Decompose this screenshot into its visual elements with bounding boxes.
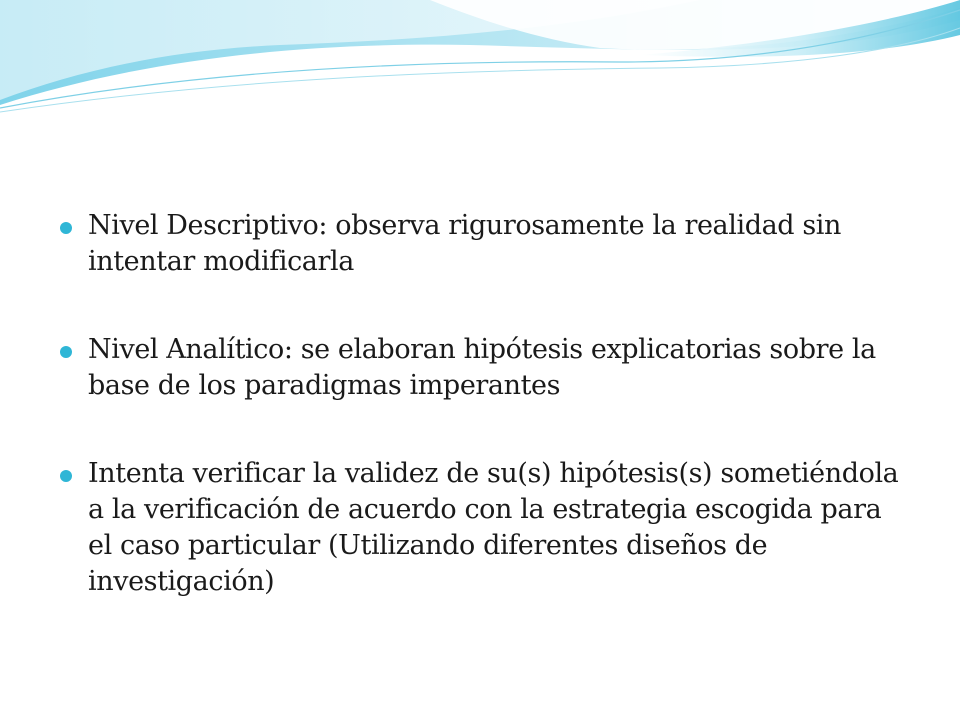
bullet-dot-icon xyxy=(60,346,72,358)
bullet-text: Intenta verificar la validez de su(s) hipótesis(s) sometiéndola a la verificación de acuerdo con la estrategia escogida para el caso particular (Utilizando diferentes diseños de investigación) xyxy=(88,458,899,597)
bullet-text: Nivel Analítico: se elaboran hipótesis explicatorias sobre la base de los paradigmas imperantes xyxy=(88,334,876,401)
decorative-wave-header xyxy=(0,0,960,120)
list-item xyxy=(60,456,910,600)
bullet-list xyxy=(60,208,910,652)
bullet-dot-icon xyxy=(60,470,72,482)
bullet-text: Nivel Descriptivo: observa rigurosamente la realidad sin intentar modificarla xyxy=(88,210,842,277)
bullet-dot-icon xyxy=(60,222,72,234)
list-item xyxy=(60,208,910,280)
list-item xyxy=(60,332,910,404)
